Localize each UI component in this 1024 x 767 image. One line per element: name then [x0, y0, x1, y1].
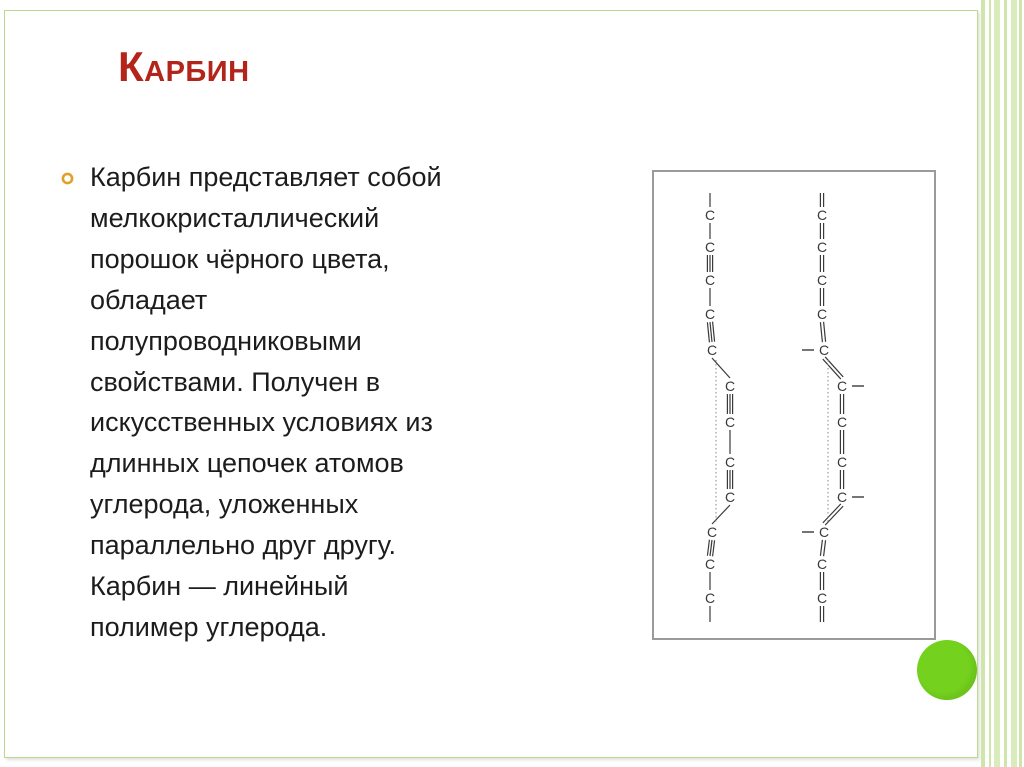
carbon-atom-label: C	[704, 272, 716, 288]
carbon-atom-label: C	[704, 207, 716, 223]
chain-bond	[824, 540, 826, 556]
chain-bond	[710, 322, 712, 342]
carbon-atom-label: C	[816, 306, 828, 322]
chain-bond	[707, 322, 709, 342]
carbon-atom-label: C	[816, 590, 828, 606]
decor-stripe	[989, 0, 991, 767]
polyyne-chain	[705, 193, 735, 622]
carbyne-chains-figure	[654, 172, 934, 638]
carbyne-structure-diagram	[652, 170, 936, 640]
carbon-atom-label: C	[836, 414, 848, 430]
chain-bond	[713, 322, 715, 342]
carbon-atom-label: C	[836, 454, 848, 470]
green-circle-icon	[917, 640, 977, 700]
cumulene-chain	[802, 193, 864, 622]
chain-bond	[820, 540, 822, 556]
carbon-atom-label: C	[704, 306, 716, 322]
carbon-atom-label: C	[816, 556, 828, 572]
carbon-atom-label: C	[816, 207, 828, 223]
slide-body-text: Карбин представляет собой мелкокристаллический порошок чёрного цвета, обладает полупроводниковыми свойствами. Получен в искусственных условиях из длинных цепочек атомов углерода, уложенных параллельно друг другу. Карбин — линейный полимер углерода.	[90, 162, 442, 642]
chain-bond	[710, 540, 712, 556]
chain-bond	[820, 322, 822, 342]
ring-bullet-icon	[61, 172, 74, 185]
carbon-atom-label: C	[704, 590, 716, 606]
carbon-atom-label: C	[816, 272, 828, 288]
carbon-atom-label: C	[706, 342, 718, 358]
carbon-atom-label: C	[818, 342, 830, 358]
carbon-atom-label: C	[724, 414, 736, 430]
slide-title: Карбин	[118, 43, 250, 90]
carbon-atom-label: C	[816, 239, 828, 255]
carbon-atom-label: C	[724, 489, 736, 505]
decor-stripe	[1019, 0, 1022, 767]
chain-bond	[825, 357, 843, 377]
carbon-atom-label: C	[836, 378, 848, 394]
decor-stripe	[1011, 0, 1017, 767]
chain-bond	[712, 505, 730, 524]
chain-bond	[823, 504, 841, 523]
carbon-atom-label: C	[724, 454, 736, 470]
decor-stripe	[1004, 0, 1007, 767]
carbon-atom-label: C	[818, 524, 830, 540]
chain-bond	[713, 540, 715, 556]
carbon-atom-label: C	[836, 489, 848, 505]
carbon-atom-label: C	[704, 556, 716, 572]
chain-bond	[707, 540, 709, 556]
carbon-atom-label: C	[704, 239, 716, 255]
carbon-atom-label: C	[706, 524, 718, 540]
decor-stripe	[994, 0, 1000, 767]
chain-bond	[824, 322, 826, 342]
decor-stripe	[981, 0, 985, 767]
carbon-atom-label: C	[724, 378, 736, 394]
chain-bond	[712, 358, 730, 378]
chain-bond	[823, 359, 841, 379]
